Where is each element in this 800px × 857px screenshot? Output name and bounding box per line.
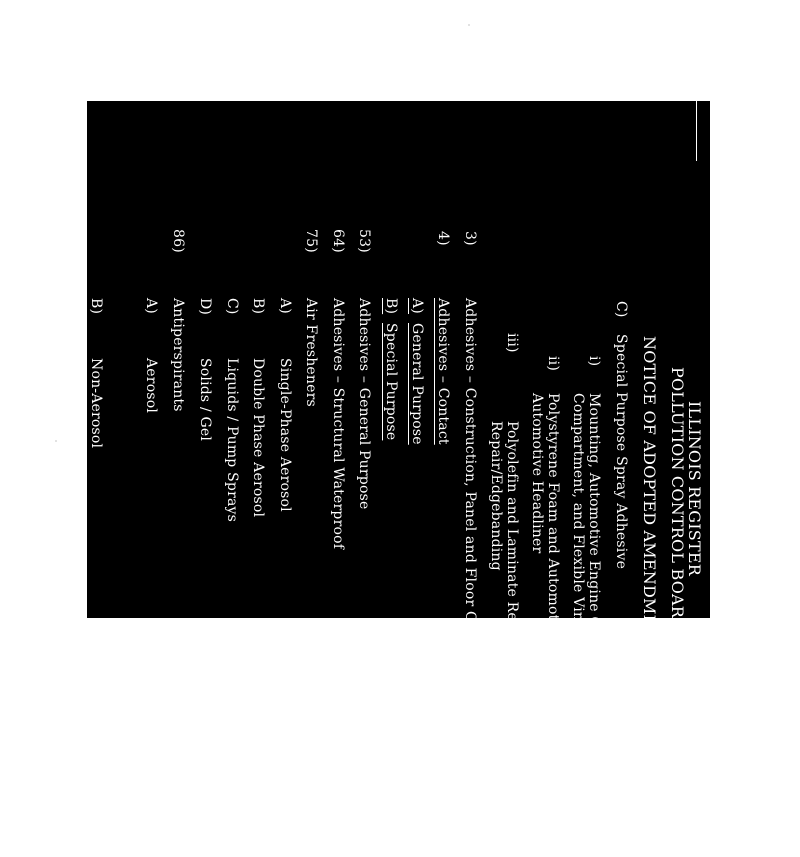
item-number: B) [250,298,266,315]
item-number: ii) [545,356,561,372]
item-text: Polystyrene Foam and Automotive Headliner [545,393,561,719]
item-number: 64) [330,229,346,253]
item-text: Double Phase Aerosol [250,358,266,518]
item-text: Antiperspirants [170,298,186,412]
item-number: i) [586,356,602,367]
item-text: Air Fresheners [303,298,319,407]
item-number: A) [143,298,159,314]
item-text: Adhesives – General Purpose [356,298,372,510]
header-rule [696,101,697,161]
item-number: 4) [435,231,451,246]
item-number: iii) [504,333,520,353]
item-number: A) [409,298,425,314]
item-number: C) [224,298,240,315]
item-text: Special Purpose Spray Adhesive [613,334,629,570]
item-text: Adhesives – Contact [435,298,451,445]
item-text: Non-Aerosol [88,358,104,449]
item-number: D) [197,298,213,316]
item-text-continuation: Automotive Headliner [529,393,545,554]
item-text: Aerosol [143,358,159,414]
item-text: Adhesives – Structural Waterproof [330,298,346,550]
item-text: Special Purpose [383,323,399,441]
item-number: C) [613,301,629,318]
item-text: Single-Phase Aerosol [277,358,293,512]
item-number: 53) [356,229,372,253]
board-title: POLLUTION CONTROL BOARD [668,367,687,632]
item-text: Solids / Gel [197,358,213,442]
item-number: A) [277,298,293,314]
scan-speck [55,440,57,442]
item-number: B) [88,298,104,315]
item-number: 3) [462,231,478,246]
item-text: Adhesives – Construction, Panel and Floor Covering [462,298,478,678]
notice-title: NOTICE OF ADOPTED AMENDMENTS [640,336,659,663]
item-number: 86) [170,229,186,253]
register-title: ILLINOIS REGISTER [685,401,704,576]
item-text: Polyolefin and Laminate Repair/Edgebanding [504,421,520,752]
item-text: General Purpose [409,323,425,445]
item-number: 75) [303,229,319,253]
scanned-page [87,101,710,857]
item-text-continuation: Repair/Edgebanding [488,421,504,571]
item-number: B) [383,298,399,315]
item-text: Liquids / Pump Sprays [224,358,240,523]
item-text-continuation: Compartment, and Flexible Vinyl [570,393,586,634]
item-text: Mounting, Automotive Engine Compartment, and Flexible Vinyl [586,393,602,857]
scan-speck [468,24,470,26]
